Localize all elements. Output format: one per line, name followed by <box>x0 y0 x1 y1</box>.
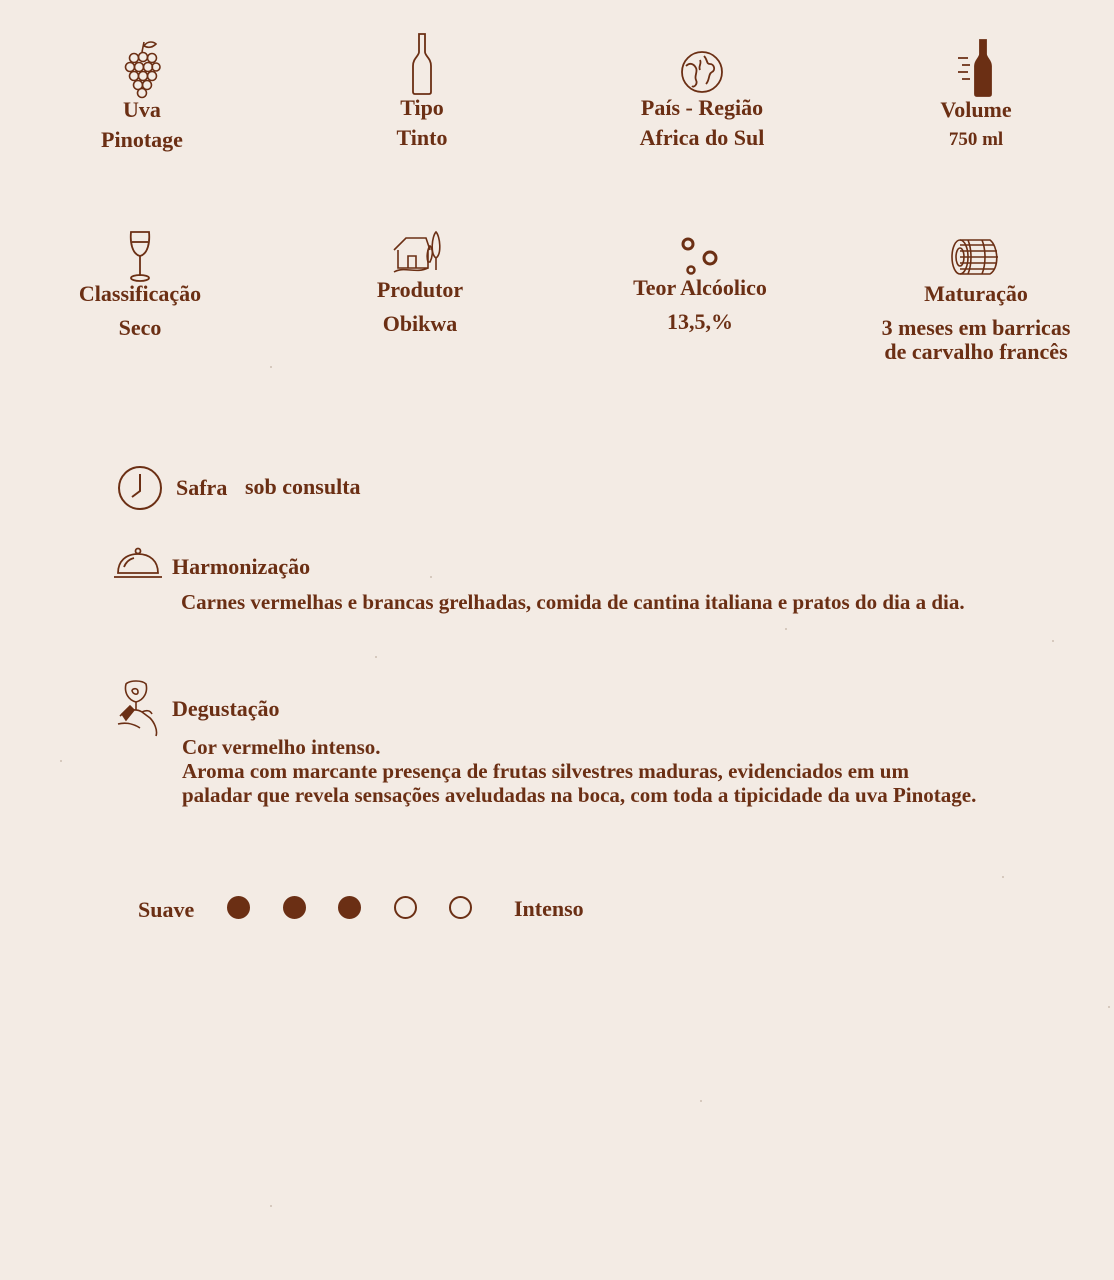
attribute-value: Tinto <box>396 125 448 150</box>
attribute-tipo <box>302 32 542 150</box>
barrel-icon <box>950 238 1002 276</box>
degustacao-line3: paladar que revela sensações aveludadas na boca, com toda a tipicidade da uva Pinotage. <box>182 783 977 807</box>
attribute-label: Teor Alcóolico <box>633 275 767 300</box>
wine-glass-icon <box>128 230 152 284</box>
intensity-dot-filled <box>227 896 250 919</box>
attribute-value: 750 ml <box>948 129 1004 150</box>
attribute-value-line2: de carvalho francês <box>884 339 1068 364</box>
attribute-teor <box>580 236 820 334</box>
attribute-value: Pinotage <box>101 127 183 152</box>
attribute-produtor <box>300 228 540 336</box>
volume-bottle-icon <box>956 38 996 98</box>
attribute-label: Produtor <box>376 277 464 302</box>
attribute-label: Classificação <box>78 281 202 306</box>
attribute-value: Seco <box>118 315 162 340</box>
globe-icon <box>680 50 724 94</box>
harmonizacao-label: Harmonização <box>172 554 311 579</box>
intensity-left-label: Suave <box>138 897 195 922</box>
intensity-dot-filled <box>338 896 361 919</box>
degustacao-line2: Aroma com marcante presença de frutas silvestres maduras, evidenciados em um <box>182 759 909 783</box>
intensity-dot-empty <box>394 896 417 919</box>
attribute-label: Maturação <box>924 281 1028 306</box>
attribute-label: Volume <box>940 97 1012 122</box>
attribute-pais <box>582 50 822 150</box>
attribute-value: 3 meses em barricas <box>881 315 1071 340</box>
attribute-volume <box>856 38 1096 152</box>
grape-icon <box>122 38 162 98</box>
safra-value: sob consulta <box>245 474 361 499</box>
safra-label: Safra <box>176 475 228 500</box>
farm-icon <box>392 228 448 276</box>
attribute-value: 13,5,% <box>667 309 733 334</box>
attribute-label: Tipo <box>400 95 444 120</box>
cloche-icon <box>112 547 164 581</box>
degustacao-label: Degustação <box>172 696 280 721</box>
intensity-dot-filled <box>283 896 306 919</box>
tasting-hand-icon <box>116 680 162 738</box>
attribute-classificacao <box>20 230 260 340</box>
bottle-icon <box>411 32 433 96</box>
degustacao-line1: Cor vermelho intenso. <box>182 735 381 759</box>
intensity-dot-empty <box>449 896 472 919</box>
attribute-value: Obikwa <box>382 311 458 336</box>
clock-icon <box>117 465 163 511</box>
attribute-uva <box>22 38 262 152</box>
harmonizacao-text: Carnes vermelhas e brancas grelhadas, comida de cantina italiana e pratos do dia a dia. <box>181 590 965 614</box>
attribute-maturacao <box>856 238 1096 364</box>
attribute-value: Africa do Sul <box>639 125 765 150</box>
intensity-right-label: Intenso <box>514 896 584 921</box>
attribute-label: Uva <box>123 97 161 122</box>
attribute-label: País - Região <box>640 95 764 120</box>
bubbles-icon <box>680 236 720 276</box>
